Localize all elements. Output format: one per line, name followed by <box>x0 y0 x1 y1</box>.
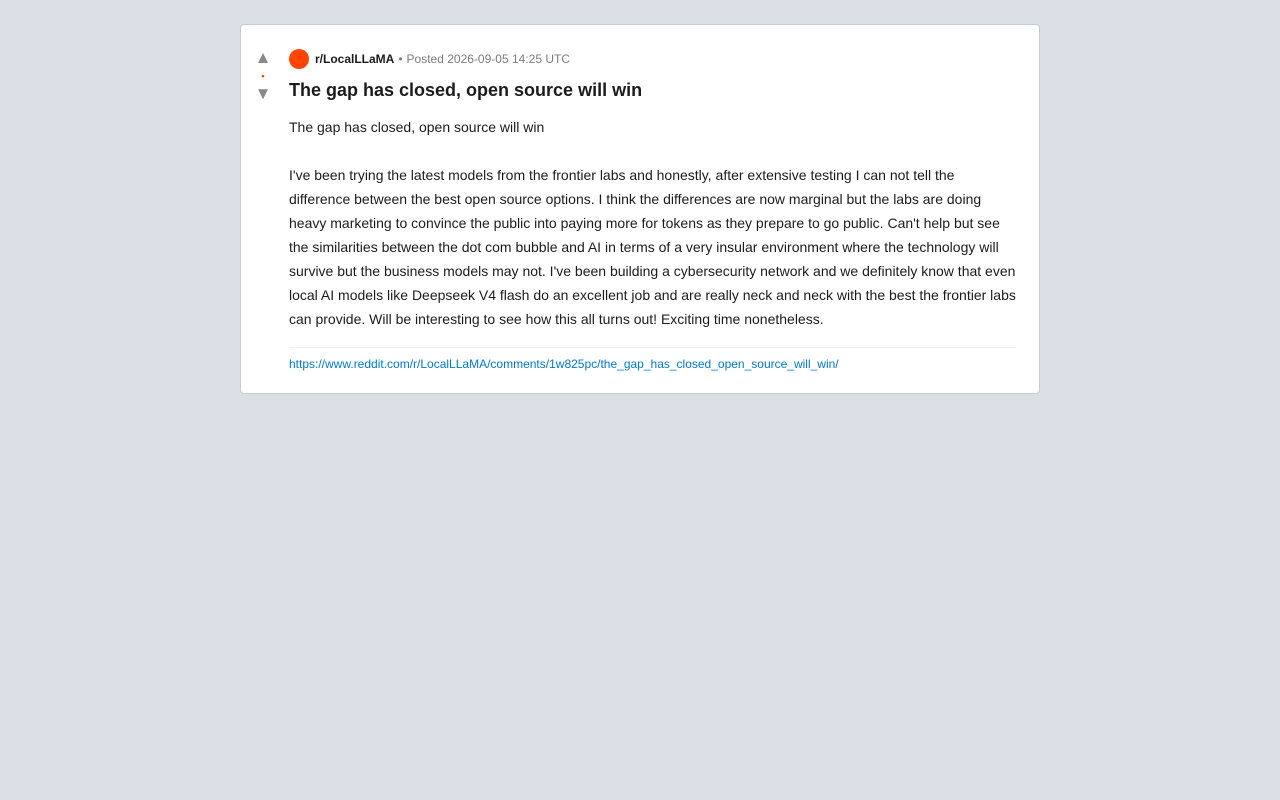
post-card <box>240 24 1040 394</box>
post-title[interactable]: The gap has closed, open source will win <box>289 80 643 100</box>
upvote-icon[interactable]: ▲ <box>254 48 272 67</box>
vote-score: • <box>261 71 265 81</box>
meta-separator: • <box>398 52 403 66</box>
post-content <box>289 49 1016 373</box>
subreddit-link[interactable]: r/LocalLLaMA <box>315 52 395 66</box>
post-timestamp: Posted 2026-09-05 14:25 UTC <box>406 52 570 66</box>
divider <box>289 347 1016 348</box>
post-meta <box>289 49 1016 69</box>
downvote-icon[interactable]: ▼ <box>254 84 272 103</box>
post-url-link[interactable]: https://www.reddit.com/r/LocalLLaMA/comments/1w825pc/the_gap_has_closed_open_source_will_win/ <box>289 357 839 371</box>
vote-column <box>241 49 285 103</box>
subreddit-icon[interactable] <box>289 49 309 69</box>
post-body: The gap has closed, open source will win I've been trying the latest models from the frontier labs and honestly, after extensive testing I can not tell the difference between the best open source options. I think the differences are now marginal but the labs are doing heavy marketing to convince the public into paying more for tokens as they prepare to go public. Can't help but see the similarities between the dot com bubble and AI in terms of a very insular environment where the technology will survive but the business models may not. I've been building a cybersecurity network and we definitely know that even local AI models like Deepseek V4 flash do an excellent job and are really neck and neck with the best the frontier labs can provide. Will be interesting to see how this all turns out! Exciting time nonetheless. <box>289 119 1016 327</box>
